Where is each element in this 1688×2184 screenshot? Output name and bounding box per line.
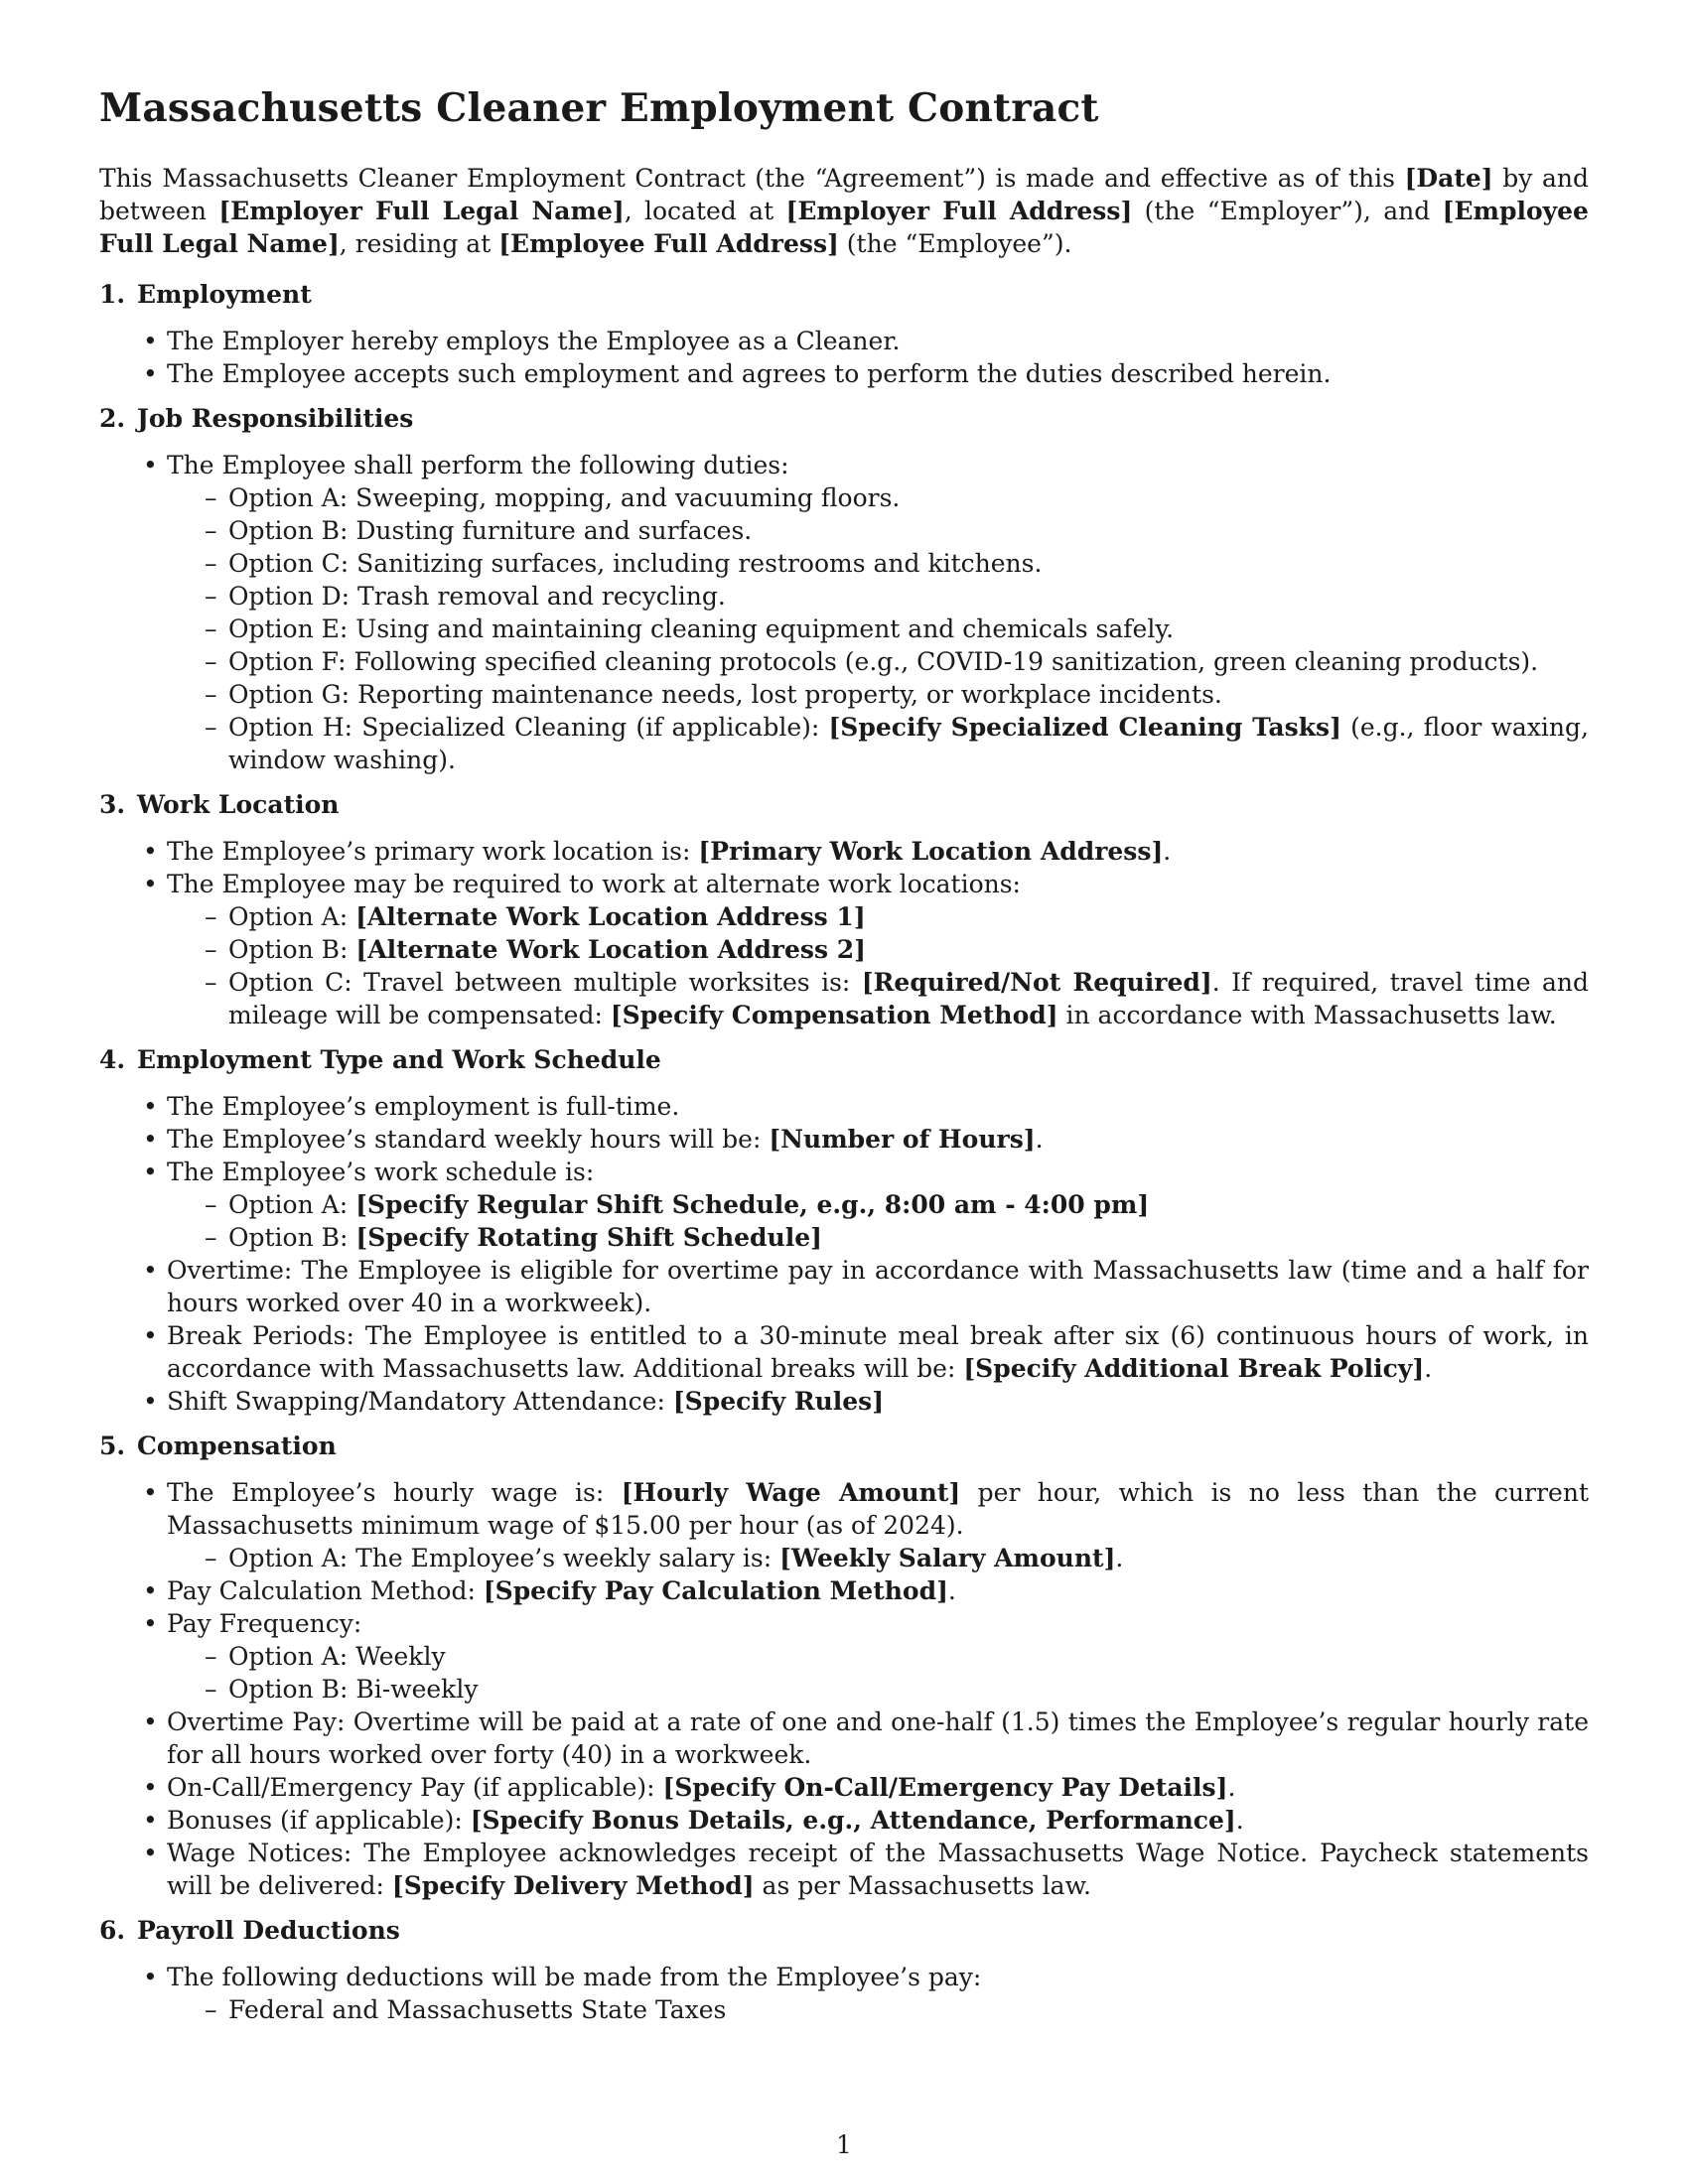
section-title: Payroll Deductions	[137, 1915, 400, 1945]
section-heading-compensation	[99, 1430, 1589, 1462]
section-title: Employment Type and Work Schedule	[137, 1044, 661, 1074]
intro-text: (the “Employer”), and	[1132, 196, 1443, 225]
list-item	[167, 1804, 1589, 1837]
text: The Employee may be required to work at alternate work locations:	[167, 869, 1021, 898]
text: Pay Frequency:	[167, 1608, 362, 1638]
sub-list-item	[228, 1221, 1589, 1254]
sub-list	[167, 900, 1589, 1031]
document-page	[99, 87, 1589, 2036]
text: per hour, which is no less than the current Massachusetts minimum wage of $15.00 per hour (as of 2024).	[167, 1477, 1589, 1540]
text: .	[947, 1575, 956, 1605]
list-item: • Overtime Pay: Overtime will be paid at a rate of one and one-half (1.5) times the Employee’s regular hourly rate for all hours worked over forty (40) in a workweek.	[167, 1706, 1589, 1771]
list-item	[167, 1607, 1589, 1706]
sub-list-item: – Option A: Sweeping, mopping, and vacuuming floors.	[228, 481, 1589, 514]
section-heading-employment	[99, 278, 1589, 311]
text: On-Call/Emergency Pay (if applicable):	[167, 1772, 663, 1802]
placeholder: [Specify Delivery Method]	[391, 1870, 755, 1900]
sub-list-item: – Federal and Massachusetts State Taxes	[228, 1993, 1589, 2026]
text: Bonuses (if applicable):	[167, 1805, 471, 1835]
sub-list	[167, 1640, 1589, 1706]
section-list	[99, 1476, 1589, 1902]
employee-name-placeholder: [Employee Full Legal Name]	[99, 196, 1589, 258]
sub-list-item: – Option B: Bi-weekly	[228, 1673, 1589, 1706]
placeholder: [Specify Regular Shift Schedule, e.g., 8:00 am - 4:00 pm]	[355, 1189, 1150, 1219]
text: The Employee’s work schedule is:	[167, 1157, 595, 1186]
sub-list-item: – Option F: Following specified cleaning protocols (e.g., COVID-19 sanitization, green cleaning products).	[228, 645, 1589, 678]
date-placeholder: [Date]	[1404, 163, 1493, 193]
list-item	[167, 835, 1589, 868]
list-item-text: The Employee shall perform the following duties:	[167, 450, 789, 479]
sub-list-item	[228, 900, 1589, 933]
text: .	[1115, 1543, 1124, 1572]
text: Shift Swapping/Mandatory Attendance:	[167, 1386, 673, 1416]
sub-list	[167, 1542, 1589, 1574]
placeholder: [Specify Pay Calculation Method]	[483, 1575, 948, 1605]
sub-list-item	[228, 933, 1589, 966]
text: Option H: Specialized Cleaning (if applicable):	[228, 712, 829, 742]
section-list	[99, 835, 1589, 1031]
text: . If required, travel time and mileage will be compensated:	[228, 967, 1589, 1029]
text: Break Periods: The Employee is entitled to a 30-minute meal break after six (6) continuous hours of work, in accordance with Massachusetts law. Additional breaks will be:	[167, 1320, 1589, 1383]
placeholder: [Alternate Work Location Address 1]	[355, 901, 866, 931]
section-title: Work Location	[137, 789, 340, 819]
text: .	[1163, 836, 1172, 866]
placeholder: [Primary Work Location Address]	[698, 836, 1164, 866]
section-title: Employment	[137, 279, 312, 309]
text: The Employee’s primary work location is:	[167, 836, 699, 866]
intro-paragraph	[99, 162, 1589, 260]
list-item	[167, 1961, 1589, 2026]
section-heading-work-location	[99, 788, 1589, 821]
section-number: 4.	[99, 1044, 126, 1074]
placeholder: [Specify Rotating Shift Schedule]	[355, 1222, 822, 1252]
section-title: Job Responsibilities	[137, 403, 414, 433]
placeholder: [Alternate Work Location Address 2]	[355, 934, 866, 964]
text: The Employee’s hourly wage is:	[167, 1477, 622, 1507]
list-item	[167, 1156, 1589, 1254]
section-number: 1.	[99, 279, 126, 309]
placeholder: [Specify Compensation Method]	[610, 1000, 1058, 1029]
text: in accordance with Massachusetts law.	[1057, 1000, 1557, 1029]
placeholder: [Required/Not Required]	[861, 967, 1212, 997]
section-list	[99, 325, 1589, 390]
section-list	[99, 1090, 1589, 1418]
section-number: 6.	[99, 1915, 126, 1945]
placeholder: [Specify On-Call/Emergency Pay Details]	[662, 1772, 1228, 1802]
intro-text: This Massachusetts Cleaner Employment Contract (the “Agreement”) is made and effective as of this	[99, 163, 1405, 193]
text: Option A: The Employee’s weekly salary is:	[228, 1543, 780, 1572]
list-item	[167, 1837, 1589, 1902]
text: Wage Notices: The Employee acknowledges receipt of the Massachusetts Wage Notice. Paycheck statements will be delivered:	[167, 1838, 1589, 1900]
section-list	[99, 449, 1589, 776]
employer-address-placeholder: [Employer Full Address]	[785, 196, 1133, 225]
placeholder: [Number of Hours]	[769, 1124, 1036, 1154]
sub-list	[167, 481, 1589, 776]
placeholder: [Specify Additional Break Policy]	[963, 1353, 1425, 1383]
sub-list-item: – Option B: Dusting furniture and surfaces.	[228, 514, 1589, 547]
employee-address-placeholder: [Employee Full Address]	[498, 228, 839, 258]
section-number: 3.	[99, 789, 126, 819]
intro-text: , residing at	[339, 228, 499, 258]
list-item	[167, 449, 1589, 776]
sub-list-item	[228, 1542, 1589, 1574]
list-item	[167, 1771, 1589, 1804]
text: Option A:	[228, 901, 356, 931]
text: The following deductions will be made from the Employee’s pay:	[167, 1962, 982, 1991]
placeholder: [Specify Rules]	[672, 1386, 885, 1416]
section-heading-job-responsibilities	[99, 402, 1589, 435]
page-number: 1	[836, 2130, 852, 2159]
text: .	[1424, 1353, 1433, 1383]
text: .	[1035, 1124, 1044, 1154]
section-number: 2.	[99, 403, 126, 433]
sub-list	[167, 1993, 1589, 2026]
intro-text: (the “Employee”).	[838, 228, 1072, 258]
list-item: • The Employer hereby employs the Employee as a Cleaner.	[167, 325, 1589, 357]
text: Option C: Travel between multiple worksites is:	[228, 967, 862, 997]
sub-list-item	[228, 1188, 1589, 1221]
placeholder: [Hourly Wage Amount]	[621, 1477, 961, 1507]
list-item	[167, 868, 1589, 1031]
list-item: • The Employee accepts such employment and agrees to perform the duties described herein.	[167, 357, 1589, 390]
text: Pay Calculation Method:	[167, 1575, 484, 1605]
sub-list-item: – Option G: Reporting maintenance needs, lost property, or workplace incidents.	[228, 678, 1589, 711]
list-item	[167, 1123, 1589, 1156]
text: The Employee’s standard weekly hours will be:	[167, 1124, 770, 1154]
text: .	[1235, 1805, 1244, 1835]
sub-list-item: – Option E: Using and maintaining cleaning equipment and chemicals safely.	[228, 613, 1589, 645]
sub-list-item: – Option A: Weekly	[228, 1640, 1589, 1673]
list-item: • Overtime: The Employee is eligible for overtime pay in accordance with Massachusetts law (time and a half for hours worked over 40 in a workweek).	[167, 1254, 1589, 1319]
text: Option B:	[228, 934, 356, 964]
list-item	[167, 1385, 1589, 1418]
sub-list-item	[228, 711, 1589, 776]
text: .	[1227, 1772, 1236, 1802]
intro-text: by and between	[99, 163, 1589, 225]
section-heading-employment-type	[99, 1043, 1589, 1076]
list-item	[167, 1574, 1589, 1607]
intro-text: , located at	[624, 196, 786, 225]
section-list	[99, 1961, 1589, 2026]
placeholder: [Weekly Salary Amount]	[779, 1543, 1116, 1572]
section-title: Compensation	[137, 1431, 337, 1460]
text: (e.g., floor waxing, window washing).	[228, 712, 1589, 774]
placeholder: [Specify Specialized Cleaning Tasks]	[828, 712, 1341, 742]
document-title: Massachusetts Cleaner Employment Contract	[99, 85, 1099, 131]
list-item	[167, 1319, 1589, 1385]
list-item: • The Employee’s employment is full-time.	[167, 1090, 1589, 1123]
sub-list-item: – Option D: Trash removal and recycling.	[228, 580, 1589, 613]
section-number: 5.	[99, 1431, 126, 1460]
sub-list-item: – Option C: Sanitizing surfaces, including restrooms and kitchens.	[228, 547, 1589, 580]
section-heading-payroll-deductions	[99, 1914, 1589, 1947]
placeholder: [Specify Bonus Details, e.g., Attendance, Performance]	[470, 1805, 1236, 1835]
employer-name-placeholder: [Employer Full Legal Name]	[218, 196, 625, 225]
text: Option B:	[228, 1222, 356, 1252]
text: as per Massachusetts law.	[754, 1870, 1091, 1900]
list-item	[167, 1476, 1589, 1574]
sub-list-item	[228, 966, 1589, 1031]
text: Option A:	[228, 1189, 356, 1219]
sub-list	[167, 1188, 1589, 1254]
